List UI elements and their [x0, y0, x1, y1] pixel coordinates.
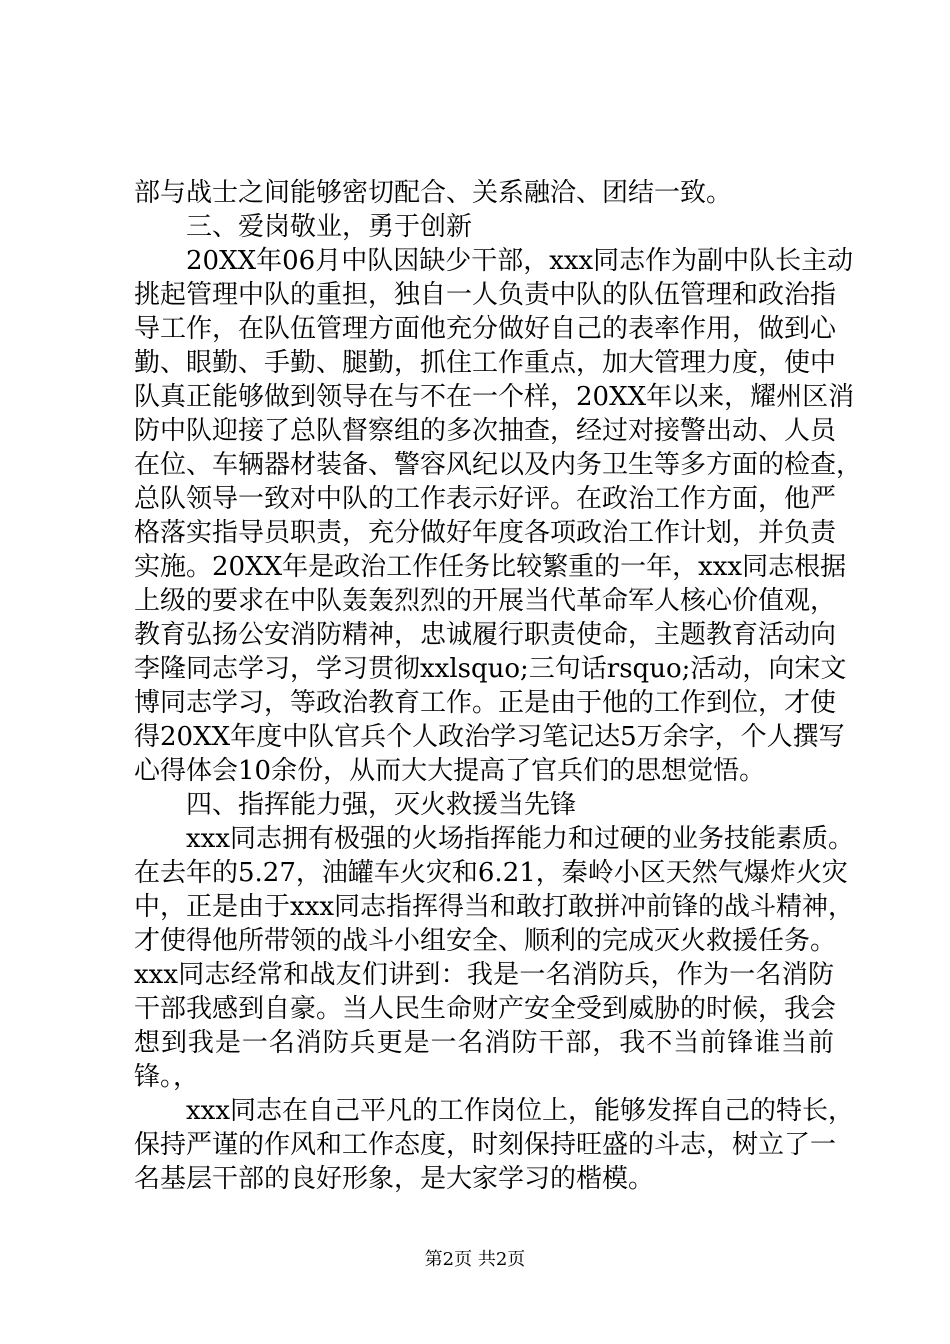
body-line: 得20XX年度中队官兵个人政治学习笔记达5万余字，个人撰写 [134, 722, 845, 752]
body-line: 想到我是一名消防兵更是一名消防干部，我不当前锋谁当前 [134, 1028, 834, 1058]
body-line: 上级的要求在中队轰轰烈烈的开展当代革命军人核心价值观， [134, 586, 837, 616]
body-line: 锋。， [134, 1062, 200, 1092]
body-line: 实施。20XX年是政治工作任务比较繁重的一年，xxx同志根据 [134, 552, 847, 582]
page-number-footer: 第2页 共2页 [424, 1249, 526, 1270]
body-line: 名基层干部的良好形象，是大家学习的楷模。 [134, 1164, 655, 1194]
body-line: xxx同志经常和战友们讲到：我是一名消防兵，作为一名消防 [134, 960, 834, 990]
body-line: 勤、眼勤、手勤、腿勤，抓住工作重点，加大管理力度，使中 [134, 348, 837, 378]
body-line: 才使得他所带领的战斗小组安全、顺利的完成灭火救援任务。 [134, 926, 837, 956]
body-line: 干部我感到自豪。当人民生命财产安全受到威胁的时候，我会 [134, 994, 837, 1024]
body-line: 防中队迎接了总队督察组的多次抽查，经过对接警出动、人员 [134, 416, 837, 446]
body-line: 格落实指导员职责，充分做好年度各项政治工作计划，并负责 [134, 518, 837, 548]
body-line: 部与战士之间能够密切配合、关系融洽、团结一致。 [134, 178, 733, 208]
body-line: 保持严谨的作风和工作态度，时刻保持旺盛的斗志，树立了一 [134, 1130, 837, 1160]
body-line: 挑起管理中队的重担，独自一人负责中队的队伍管理和政治指 [134, 280, 837, 310]
body-line: 教育弘扬公安消防精神，忠诚履行职责使命，主题教育活动向 [134, 620, 837, 650]
body-line: 总队领导一致对中队的工作表示好评。在政治工作方面，他严 [134, 484, 837, 514]
body-line: 在位、车辆器材装备、警容风纪以及内务卫生等多方面的检查， [134, 450, 863, 480]
body-line: 20XX年06月中队因缺少干部，xxx同志作为副中队长主动 [186, 246, 854, 276]
section-heading: 三、爱岗敬业，勇于创新 [186, 212, 473, 242]
body-line: xxx同志在自己平凡的工作岗位上，能够发挥自己的特长， [186, 1096, 854, 1126]
body-line: 队真正能够做到领导在与不在一个样，20XX年以来，耀州区消 [134, 382, 855, 412]
body-line: 在去年的5.27，油罐车火灾和6.21，秦岭小区天然气爆炸火灾 [134, 858, 848, 888]
body-line: 心得体会10余份，从而大大提高了官兵们的思想觉悟。 [134, 756, 766, 786]
body-line: 博同志学习，等政治教育工作。正是由于他的工作到位，才使 [134, 688, 837, 718]
body-line: 中，正是由于xxx同志指挥得当和敢打敢拼冲前锋的战斗精神， [134, 892, 854, 922]
section-heading: 四、指挥能力强，灭火救援当先锋 [186, 790, 577, 820]
body-line: xxx同志拥有极强的火场指挥能力和过硬的业务技能素质。 [186, 824, 854, 854]
body-line: 李隆同志学习，学习贯彻xxlsquo;三句话rsquo;活动，向宋文 [134, 654, 847, 684]
body-line: 导工作，在队伍管理方面他充分做好自己的表率作用，做到心 [134, 314, 837, 344]
